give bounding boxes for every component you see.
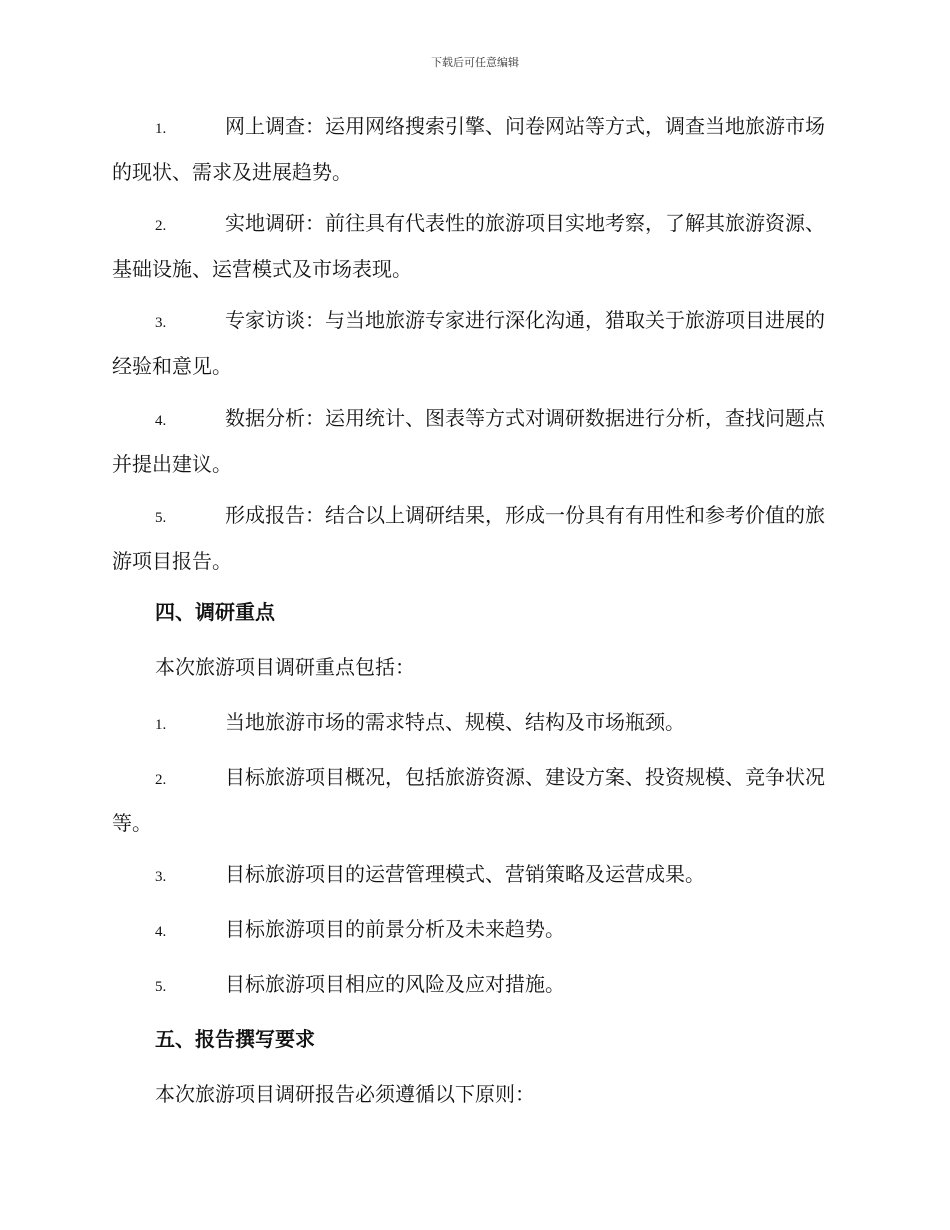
item-number: 2. [155, 218, 167, 234]
item-number: 3. [155, 869, 167, 885]
page-header: 下载后可任意编辑 [431, 56, 519, 69]
list-item [112, 908, 832, 954]
item-text: 目标旅游项目的运营管理模式、营销策略及运营成果。 [225, 862, 705, 886]
item-text: 数据分析：运用统计、图表等方式对调研数据进行分析，查找问题点并提出建议。 [112, 406, 825, 476]
list-item [112, 397, 832, 486]
item-text: 形成报告：结合以上调研结果，形成一份具有有用性和参考价值的旅游项目报告。 [112, 503, 825, 573]
item-number: 2. [155, 772, 167, 788]
section-intro: 本次旅游项目调研重点包括： [155, 655, 415, 679]
list-item [112, 963, 832, 1009]
list-item [112, 202, 832, 291]
item-number: 4. [155, 924, 167, 940]
item-text: 实地调研：前往具有代表性的旅游项目实地考察，了解其旅游资源、基础设施、运营模式及市场表现。 [112, 211, 825, 281]
item-number: 4. [155, 413, 167, 429]
list-item [112, 494, 832, 583]
item-text: 目标旅游项目的前景分析及未来趋势。 [225, 917, 565, 941]
section-heading: 五、报告撰写要求 [155, 1027, 315, 1051]
item-number: 1. [155, 717, 167, 733]
item-text: 专家访谈：与当地旅游专家进行深化沟通，猎取关于旅游项目进展的经验和意见。 [112, 308, 825, 378]
section-heading: 四、调研重点 [155, 600, 275, 624]
list-item [112, 105, 832, 194]
list-item [112, 299, 832, 388]
item-number: 3. [155, 315, 167, 331]
item-text: 目标旅游项目相应的风险及应对措施。 [225, 972, 565, 996]
item-number: 1. [155, 121, 167, 137]
list-item [112, 853, 832, 899]
item-number: 5. [155, 979, 167, 995]
item-text: 目标旅游项目概况，包括旅游资源、建设方案、投资规模、竞争状况等。 [112, 765, 825, 835]
list-item [112, 756, 832, 845]
item-number: 5. [155, 510, 167, 526]
item-text: 当地旅游市场的需求特点、规模、结构及市场瓶颈。 [225, 710, 685, 734]
item-text: 网上调查：运用网络搜索引擎、问卷网站等方式，调查当地旅游市场的现状、需求及进展趋势。 [112, 114, 825, 184]
section-intro: 本次旅游项目调研报告必须遵循以下原则： [155, 1082, 535, 1106]
list-item [112, 701, 832, 747]
